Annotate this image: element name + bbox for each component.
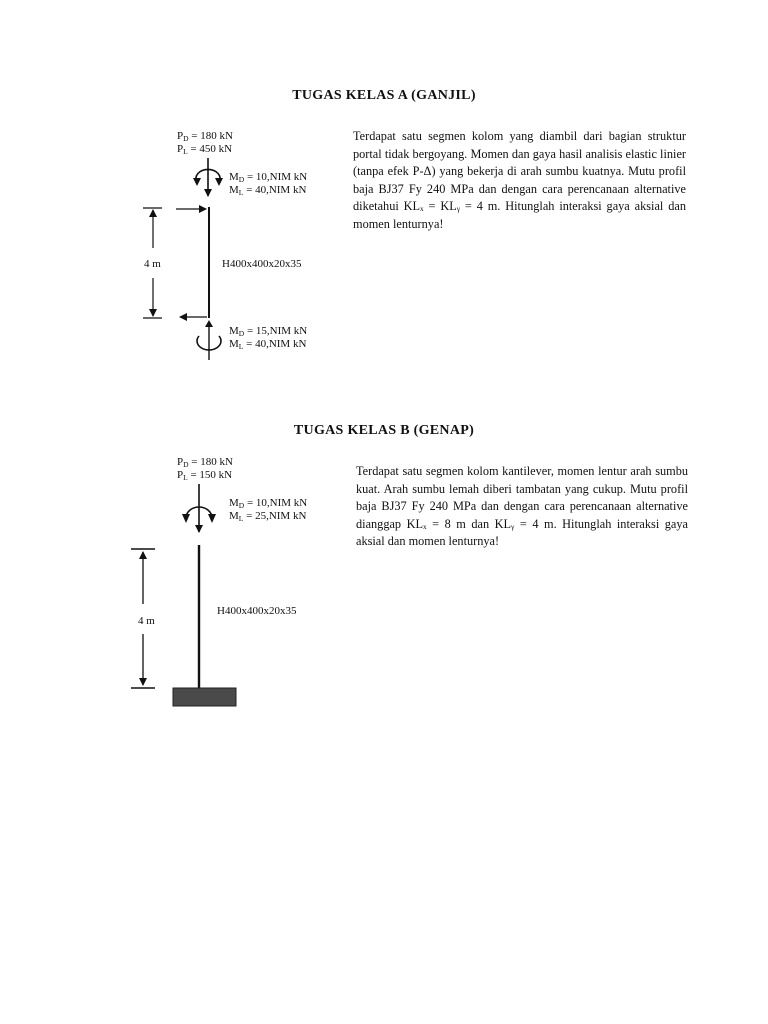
top-live-moment-label: ML = 40,NIM kN <box>229 184 307 197</box>
bottom-live-moment-label: ML = 40,NIM kN <box>229 338 307 351</box>
profile-label: H400x400x20x35 <box>222 258 302 270</box>
task-b-description: Terdapat satu segmen kolom kantilever, momen lentur arah sumbu kuat. Arah sumbu lemah diberi tambatan yang cukup. Mutu profil baja BJ37 Fy 240 MPa dan dengan cara perencanaan alternative dianggap KLₓ = 8 m dan KLᵧ = 4 m. Hitunglah interaksi gaya aksial dan momen lenturnya! <box>356 464 688 548</box>
live-load-label: PL = 450 kN <box>177 143 233 156</box>
top-dead-moment-label: MD = 10,NIM kN <box>229 171 308 184</box>
dead-load-label-b: PD = 180 kN <box>177 456 233 469</box>
task-a-description: Terdapat satu segmen kolom yang diambil dari bagian struktur portal tidak bergoyang. Momen dan gaya hasil analisis elastic linier (tanpa efek P-Δ) yang bekerja di arah sumbu kuatnya. Mutu profil baja BJ37 Fy 240 MPa dan dengan cara perencanaan alternative diketahui KLₓ = KLᵧ = 4 m. Hitunglah interaksi gaya aksial dan momen lenturnya! <box>353 129 686 231</box>
top-live-moment-label-b: ML = 25,NIM kN <box>229 510 307 523</box>
live-load-label-b: PL = 150 kN <box>177 469 233 482</box>
dead-load-label: PD = 180 kN <box>177 130 233 143</box>
profile-label-b: H400x400x20x35 <box>217 605 297 617</box>
fixed-support-base <box>173 688 236 706</box>
column-length-label: 4 m <box>144 258 161 270</box>
column-length-label-b: 4 m <box>138 615 155 627</box>
task-b-title: TUGAS KELAS B (GENAP) <box>293 423 475 438</box>
task-a-title: TUGAS KELAS A (GANJIL) <box>292 88 476 103</box>
bottom-dead-moment-label: MD = 15,NIM kN <box>229 325 308 338</box>
top-dead-moment-label-b: MD = 10,NIM kN <box>229 497 308 510</box>
